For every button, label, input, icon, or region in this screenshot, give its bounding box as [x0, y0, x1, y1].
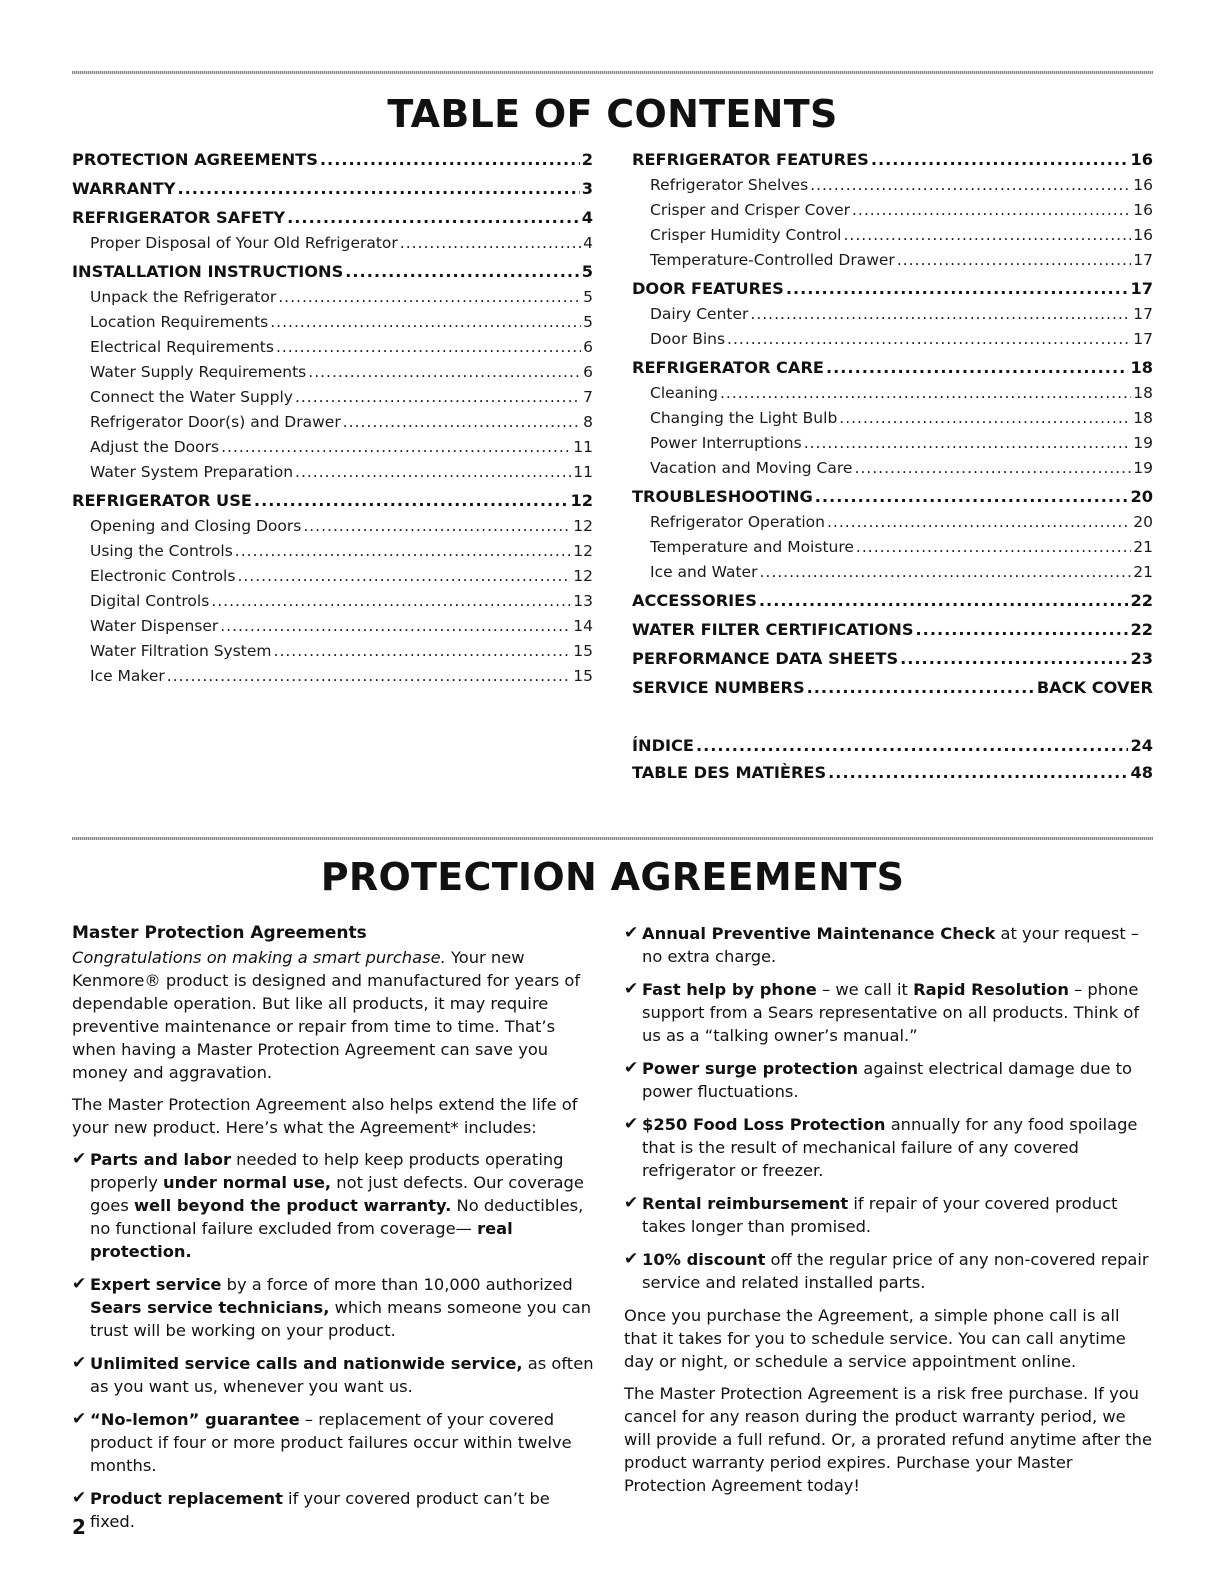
toc-dot-leader — [916, 616, 1129, 643]
toc-entry-label: Crisper Humidity Control — [650, 226, 842, 244]
toc-entry-opening-and-closing-doors — [72, 514, 593, 539]
toc-dot-leader — [295, 385, 581, 410]
toc-entry-page: 15 — [573, 667, 593, 685]
toc-entry-electronic-controls — [72, 564, 593, 589]
feature-highlight: 10% discount — [642, 1250, 766, 1269]
toc-entry-connect-the-water-supply — [72, 385, 593, 410]
toc-dot-leader — [897, 248, 1131, 273]
toc-entry-door-features — [632, 275, 1153, 302]
checkmark-icon: ✔ — [624, 979, 639, 999]
toc-entry-water-system-preparation — [72, 460, 593, 485]
toc-entry-dairy-center — [632, 302, 1153, 327]
toc-entry-label: Vacation and Moving Care — [650, 459, 853, 477]
feature-highlight: Unlimited service calls and nationwide service, — [90, 1354, 523, 1373]
feature-text — [642, 978, 1154, 1047]
toc-entry-page: 11 — [573, 463, 593, 481]
toc-entry-page: 18 — [1133, 384, 1153, 402]
feature-item — [72, 1487, 594, 1533]
feature-detail: No deductibles, no functional failure excluded from coverage— — [90, 1196, 584, 1238]
toc-entry-label: TROUBLESHOOTING — [632, 487, 813, 506]
toc-entry-page: 18 — [1133, 409, 1153, 427]
toc-other-languages — [632, 732, 1153, 786]
checkmark-icon: ✔ — [72, 1274, 87, 1294]
toc-entry-label: Location Requirements — [90, 313, 269, 331]
toc-entry-refrigerator-use — [72, 487, 593, 514]
feature-text — [90, 1273, 594, 1342]
toc-dot-leader — [221, 435, 571, 460]
toc-entry-label: Power Interruptions — [650, 434, 802, 452]
toc-dot-leader — [839, 406, 1131, 431]
toc-entry-label: Cleaning — [650, 384, 718, 402]
toc-entry-page: 16 — [1133, 201, 1153, 219]
toc-entry-page: 13 — [573, 592, 593, 610]
feature-highlight: Rental reimbursement — [642, 1194, 849, 1213]
toc-entry-label: Temperature and Moisture — [650, 538, 854, 556]
checkmark-icon: ✔ — [624, 1058, 639, 1078]
feature-detail: against electrical damage due to power fluctuations. — [642, 1059, 1133, 1101]
toc-entry-label: Water Supply Requirements — [90, 363, 307, 381]
toc-dot-leader — [854, 456, 1131, 481]
toc-entry-label: INSTALLATION INSTRUCTIONS — [72, 262, 344, 281]
toc-dot-leader — [295, 460, 571, 485]
feature-detail: needed to help keep products operating properly — [90, 1150, 564, 1192]
toc-entry-page: 19 — [1133, 459, 1153, 477]
toc-entry-location-requirements — [72, 310, 593, 335]
toc-entry-page: 20 — [1130, 487, 1153, 506]
checkmark-icon: ✔ — [624, 1193, 639, 1213]
toc-entry-label: Adjust the Doors — [90, 438, 220, 456]
feature-detail: which means someone you can trust will be working on your product. — [90, 1298, 592, 1340]
toc-entry-page: 5 — [583, 288, 593, 306]
toc-dot-leader — [759, 560, 1131, 585]
feature-item — [72, 1273, 594, 1342]
feature-highlight: under normal use, — [163, 1173, 332, 1192]
feature-detail: not just defects. Our coverage goes — [90, 1173, 584, 1215]
toc-entry-label: WATER FILTER CERTIFICATIONS — [632, 620, 914, 639]
toc-entry-page: 4 — [581, 208, 593, 227]
toc-entry-digital-controls — [72, 589, 593, 614]
toc-entry-label: Unpack the Refrigerator — [90, 288, 277, 306]
checkmark-icon: ✔ — [72, 1149, 87, 1169]
toc-entry-page: 21 — [1133, 563, 1153, 581]
feature-highlight: “No-lemon” guarantee — [90, 1410, 300, 1429]
toc-entry-refrigerator-care — [632, 354, 1153, 381]
toc-entry-proper-disposal-of-your-old-refrigerator — [72, 231, 593, 256]
feature-highlight: Parts and labor — [90, 1150, 231, 1169]
toc-entry-label: Digital Controls — [90, 592, 210, 610]
toc-dot-leader — [343, 410, 581, 435]
toc-entry-refrigerator-safety — [72, 204, 593, 231]
toc-entry-label: Connect the Water Supply — [90, 388, 293, 406]
toc-entry-service-numbers — [632, 674, 1153, 701]
toc-entry-label: Proper Disposal of Your Old Refrigerator — [90, 234, 398, 252]
feature-text — [642, 1192, 1154, 1238]
toc-entry-adjust-the-doors — [72, 435, 593, 460]
toc-entry-cleaning — [632, 381, 1153, 406]
toc-dot-leader — [270, 310, 581, 335]
toc-entry-page: 16 — [1133, 176, 1153, 194]
toc-entry-page: 7 — [583, 388, 593, 406]
toc-entry-power-interruptions — [632, 431, 1153, 456]
toc-entry-temperature-controlled-drawer — [632, 248, 1153, 273]
feature-text — [642, 922, 1154, 968]
toc-entry-page: 16 — [1130, 150, 1153, 169]
toc-entry-ndice — [632, 732, 1153, 759]
toc-entry-label: REFRIGERATOR CARE — [632, 358, 824, 377]
toc-entry-crisper-and-crisper-cover — [632, 198, 1153, 223]
toc-dot-leader — [804, 431, 1132, 456]
checkmark-icon: ✔ — [72, 1488, 87, 1508]
toc-dot-leader — [727, 327, 1131, 352]
checkmark-icon: ✔ — [624, 923, 639, 943]
toc-entry-label: Crisper and Crisper Cover — [650, 201, 850, 219]
feature-text — [642, 1113, 1154, 1182]
feature-item — [624, 1113, 1154, 1182]
toc-entry-label: Ice Maker — [90, 667, 165, 685]
feature-highlight: Expert service — [90, 1275, 222, 1294]
toc-entry-page: 17 — [1133, 330, 1153, 348]
toc-entry-page: 12 — [573, 567, 593, 585]
feature-highlight: well beyond the product warranty. — [133, 1196, 452, 1215]
feature-detail: off the regular price of any non-covered repair service and related installed parts. — [642, 1250, 1149, 1292]
top-divider — [72, 71, 1153, 74]
toc-entry-page: 2 — [581, 150, 593, 169]
toc-dot-leader — [303, 514, 571, 539]
toc-entry-label: Changing the Light Bulb — [650, 409, 838, 427]
feature-text — [642, 1248, 1154, 1294]
toc-entry-label: Electronic Controls — [90, 567, 236, 585]
toc-entry-label: Refrigerator Door(s) and Drawer — [90, 413, 341, 431]
protection-agreements-title: PROTECTION AGREEMENTS — [320, 855, 905, 899]
toc-entry-page: 15 — [573, 642, 593, 660]
toc-dot-leader — [696, 732, 1129, 759]
toc-entry-water-dispenser — [72, 614, 593, 639]
toc-dot-leader — [826, 354, 1128, 381]
toc-entry-door-bins — [632, 327, 1153, 352]
toc-entry-label: Dairy Center — [650, 305, 749, 323]
feature-text — [90, 1487, 594, 1533]
toc-entry-label: REFRIGERATOR FEATURES — [632, 150, 869, 169]
toc-entry-refrigerator-operation — [632, 510, 1153, 535]
toc-entry-page: 12 — [573, 542, 593, 560]
toc-title: TABLE OF CONTENTS — [387, 92, 838, 136]
toc-entry-label: Refrigerator Shelves — [650, 176, 809, 194]
toc-dot-leader — [177, 175, 579, 202]
toc-entry-label: Electrical Requirements — [90, 338, 274, 356]
feature-detail: as often as you want us, whenever you want us. — [90, 1354, 594, 1396]
feature-item — [624, 978, 1154, 1047]
feature-highlight: real protection. — [90, 1219, 513, 1261]
feature-detail: if your covered product can’t be fixed. — [90, 1489, 550, 1531]
toc-entry-electrical-requirements — [72, 335, 593, 360]
toc-entry-temperature-and-moisture — [632, 535, 1153, 560]
intro-emphasis: Congratulations on making a smart purchase. — [72, 948, 446, 967]
feature-highlight: Product replacement — [90, 1489, 283, 1508]
feature-detail: – phone support from a Sears representative on all products. Think of us as a “talking owner’s manual.” — [642, 980, 1140, 1045]
feature-item — [624, 1248, 1154, 1294]
toc-dot-leader — [237, 564, 571, 589]
section-divider — [72, 837, 1153, 840]
toc-dot-leader — [750, 302, 1131, 327]
toc-entry-page: 22 — [1130, 591, 1153, 610]
toc-entry-page: 12 — [570, 491, 593, 510]
protection-left-column — [72, 922, 594, 1543]
toc-entry-label: PROTECTION AGREEMENTS — [72, 150, 318, 169]
toc-dot-leader — [167, 664, 572, 689]
toc-entry-changing-the-light-bulb — [632, 406, 1153, 431]
toc-dot-leader — [308, 360, 581, 385]
toc-entry-label: DOOR FEATURES — [632, 279, 784, 298]
toc-entry-water-supply-requirements — [72, 360, 593, 385]
toc-entry-page: 16 — [1133, 226, 1153, 244]
feature-text — [90, 1352, 594, 1398]
feature-detail: at your request – no extra charge. — [642, 924, 1140, 966]
toc-dot-leader — [274, 639, 572, 664]
toc-entry-refrigerator-shelves — [632, 173, 1153, 198]
toc-dot-leader — [852, 198, 1131, 223]
protection-right-column — [624, 922, 1154, 1506]
toc-entry-vacation-and-moving-care — [632, 456, 1153, 481]
feature-highlight: Sears service technicians, — [90, 1298, 330, 1317]
toc-entry-page: 17 — [1133, 305, 1153, 323]
feature-item — [624, 922, 1154, 968]
toc-entry-refrigerator-door-s-and-drawer — [72, 410, 593, 435]
checkmark-icon: ✔ — [624, 1114, 639, 1134]
feature-item — [72, 1408, 594, 1477]
toc-dot-leader — [400, 231, 581, 256]
intro-paragraph — [72, 946, 594, 1084]
toc-entry-unpack-the-refrigerator — [72, 285, 593, 310]
feature-detail: if repair of your covered product takes longer than promised. — [642, 1194, 1118, 1236]
feature-text — [642, 1057, 1154, 1103]
toc-entry-label: Door Bins — [650, 330, 726, 348]
toc-entry-label: TABLE DES MATIÈRES — [632, 763, 827, 782]
toc-entry-page: 20 — [1133, 513, 1153, 531]
page-number: 2 — [72, 1515, 86, 1539]
checkmark-icon: ✔ — [72, 1353, 87, 1373]
toc-dot-leader — [871, 146, 1129, 173]
right-feature-list — [624, 922, 1154, 1294]
toc-entry-label: PERFORMANCE DATA SHEETS — [632, 649, 899, 668]
feature-highlight: Fast help by phone — [642, 980, 817, 999]
toc-dot-leader — [810, 173, 1131, 198]
toc-entry-page: 17 — [1130, 279, 1153, 298]
toc-dot-leader — [287, 204, 580, 231]
toc-entry-table-des-mati-res — [632, 759, 1153, 786]
toc-entry-page: 21 — [1133, 538, 1153, 556]
toc-left-column — [72, 146, 593, 689]
toc-entry-ice-maker — [72, 664, 593, 689]
toc-dot-leader — [720, 381, 1131, 406]
toc-entry-label: ACCESSORIES — [632, 591, 757, 610]
left-feature-list — [72, 1148, 594, 1533]
toc-dot-leader — [278, 285, 581, 310]
toc-entry-page: 14 — [573, 617, 593, 635]
toc-dot-leader — [786, 275, 1129, 302]
toc-entry-page: BACK COVER — [1036, 678, 1153, 697]
feature-detail: – we call it — [816, 980, 914, 999]
toc-entry-label: SERVICE NUMBERS — [632, 678, 805, 697]
toc-dot-leader — [276, 335, 581, 360]
toc-entry-warranty — [72, 175, 593, 202]
toc-entry-water-filtration-system — [72, 639, 593, 664]
toc-dot-leader — [844, 223, 1132, 248]
toc-entry-label: Ice and Water — [650, 563, 758, 581]
toc-entry-label: Water Filtration System — [90, 642, 272, 660]
toc-dot-leader — [856, 535, 1131, 560]
toc-entry-page: 5 — [581, 262, 593, 281]
toc-dot-leader — [320, 146, 580, 173]
toc-entry-using-the-controls — [72, 539, 593, 564]
checkmark-icon: ✔ — [624, 1249, 639, 1269]
toc-entry-page: 48 — [1130, 763, 1153, 782]
extend-paragraph: The Master Protection Agreement also helps extend the life of your new product. Here’s what the Agreement* includes: — [72, 1095, 578, 1137]
toc-entry-page: 6 — [583, 363, 593, 381]
toc-entry-page: 6 — [583, 338, 593, 356]
feature-highlight: $250 Food Loss Protection — [642, 1115, 886, 1134]
closing-paragraph-2: The Master Protection Agreement is a risk free purchase. If you cancel for any reason during the product warranty period, we will provide a full refund. Or, a prorated refund anytime after the product warranty period expires. Purchase your Master Protection Agreement today! — [624, 1384, 1152, 1495]
toc-dot-leader — [900, 645, 1128, 672]
toc-entry-label: Water Dispenser — [90, 617, 219, 635]
toc-dot-leader — [807, 674, 1035, 701]
toc-entry-performance-data-sheets — [632, 645, 1153, 672]
toc-entry-label: REFRIGERATOR USE — [72, 491, 252, 510]
toc-entry-page: 12 — [573, 517, 593, 535]
toc-entry-page: 23 — [1130, 649, 1153, 668]
toc-entry-page: 5 — [583, 313, 593, 331]
feature-text — [90, 1408, 594, 1477]
toc-entry-page: 19 — [1133, 434, 1153, 452]
toc-entry-accessories — [632, 587, 1153, 614]
toc-entry-label: WARRANTY — [72, 179, 176, 198]
toc-dot-leader — [759, 587, 1129, 614]
feature-detail: annually for any food spoilage that is the result of mechanical failure of any covered refrigerator or freezer. — [642, 1115, 1138, 1180]
closing-paragraph-1: Once you purchase the Agreement, a simple phone call is all that it takes for you to schedule service. You can call anytime day or night, or schedule a service appointment online. — [624, 1306, 1126, 1371]
toc-entry-label: Refrigerator Operation — [650, 513, 825, 531]
feature-item — [624, 1192, 1154, 1238]
toc-entry-page: 17 — [1133, 251, 1153, 269]
toc-entry-page: 8 — [583, 413, 593, 431]
intro-text: Your new Kenmore® product is designed and manufactured for years of dependable operation. But like all products, it may require preventive maintenance or repair from time to time. That’s when having a Master Protection Agreement can save you money and aggravation. — [72, 948, 581, 1082]
checkmark-icon: ✔ — [72, 1409, 87, 1429]
toc-entry-protection-agreements — [72, 146, 593, 173]
toc-right-column — [632, 146, 1153, 701]
toc-entry-page: 11 — [573, 438, 593, 456]
toc-dot-leader — [211, 589, 571, 614]
master-protection-heading: Master Protection Agreements — [72, 923, 367, 943]
toc-entry-ice-and-water — [632, 560, 1153, 585]
feature-highlight: Annual Preventive Maintenance Check — [642, 924, 996, 943]
toc-entry-label: REFRIGERATOR SAFETY — [72, 208, 286, 227]
toc-entry-page: 3 — [581, 179, 593, 198]
toc-entry-installation-instructions — [72, 258, 593, 285]
toc-entry-page: 24 — [1130, 736, 1153, 755]
toc-entry-label: Temperature-Controlled Drawer — [650, 251, 895, 269]
toc-entry-label: Opening and Closing Doors — [90, 517, 302, 535]
toc-entry-water-filter-certifications — [632, 616, 1153, 643]
feature-highlight: Rapid Resolution — [913, 980, 1069, 999]
toc-entry-label: Water System Preparation — [90, 463, 294, 481]
feature-item — [72, 1352, 594, 1398]
toc-dot-leader — [827, 510, 1131, 535]
toc-dot-leader — [220, 614, 571, 639]
toc-entry-refrigerator-features — [632, 146, 1153, 173]
toc-entry-page: 18 — [1130, 358, 1153, 377]
feature-text — [90, 1148, 594, 1263]
toc-entry-label: ÍNDICE — [632, 736, 694, 755]
feature-detail: by a force of more than 10,000 authorized — [221, 1275, 573, 1294]
toc-entry-crisper-humidity-control — [632, 223, 1153, 248]
feature-highlight: Power surge protection — [642, 1059, 859, 1078]
toc-entry-page: 4 — [583, 234, 593, 252]
toc-entry-label: Using the Controls — [90, 542, 233, 560]
toc-dot-leader — [815, 483, 1129, 510]
toc-dot-leader — [345, 258, 579, 285]
toc-dot-leader — [828, 759, 1128, 786]
toc-entry-page: 22 — [1130, 620, 1153, 639]
feature-item — [72, 1148, 594, 1263]
feature-detail: – replacement of your covered product if four or more product failures occur within twelve months. — [90, 1410, 572, 1475]
toc-dot-leader — [235, 539, 571, 564]
toc-dot-leader — [254, 487, 569, 514]
toc-entry-troubleshooting — [632, 483, 1153, 510]
feature-item — [624, 1057, 1154, 1103]
